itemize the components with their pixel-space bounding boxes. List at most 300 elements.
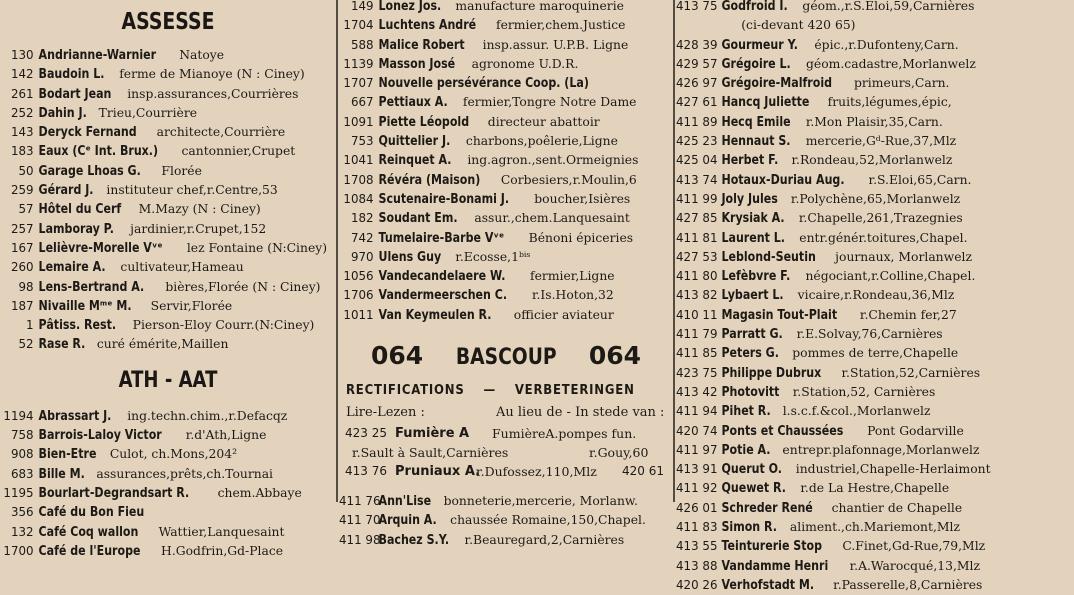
subscriber-name: Tumelaire-Barbe Vᵛᵉ — [378, 230, 505, 246]
correction-row — [339, 443, 673, 462]
subscriber-name: Abrassart J. — [38, 408, 112, 424]
phone-number: 420 26 — [676, 577, 718, 592]
list-item — [676, 228, 1013, 247]
list-item — [676, 401, 1013, 420]
subscriber-details: Wattier,Lanquesaint — [158, 523, 285, 539]
subscriber-details: M.Mazy (N : Ciney) — [138, 201, 261, 217]
subscriber-name: Dahin J. — [38, 105, 87, 121]
subscriber-name: Scutenaire-Bonami J. — [378, 191, 510, 207]
phone-number: 413 82 — [676, 288, 718, 303]
list-item — [676, 92, 1013, 111]
phone-number: 52 — [18, 337, 34, 352]
subscriber-name: Lelièvre-Morelle Vᵛᵉ — [38, 240, 163, 256]
subscriber-details: r.Beauregard,2,Carnières — [464, 531, 625, 547]
subscriber-name: Ulens Guy — [378, 249, 442, 265]
subscriber-details: mercerie,Gᵈ-Rue,37,Mlz — [805, 133, 957, 149]
phone-number: 411 79 — [676, 327, 718, 342]
subscriber-details: r.A.Warocqué,13,Mlz — [849, 557, 981, 573]
subscriber-name: Magasin Tout-Plait — [721, 307, 838, 323]
list-item — [676, 478, 1013, 497]
subscriber-details: H.Godfrin,Gd-Place — [161, 542, 284, 558]
phone-number: 1091 — [343, 114, 374, 129]
subscriber-name: Bodart Jean — [38, 86, 112, 102]
list-item — [0, 45, 332, 64]
phone-number: 427 53 — [676, 249, 718, 264]
subscriber-name: Nivaille Mᵐᵉ M. — [38, 298, 132, 314]
subscriber-details: r.Rondeau,52,Morlanwelz — [791, 152, 953, 168]
phone-number: 143 — [10, 125, 34, 140]
subscriber-details: r.S.Eloi,65,Carn. — [868, 171, 972, 187]
list-item — [0, 161, 332, 180]
phone-number: 413 74 — [676, 172, 718, 187]
list-item — [676, 459, 1013, 478]
list-item — [339, 150, 669, 169]
assesse-list — [0, 45, 336, 354]
phone-number: 1194 — [3, 408, 34, 423]
list-item — [0, 257, 332, 276]
phone-number: 1011 — [343, 307, 374, 322]
phone-number: 413 88 — [676, 558, 718, 573]
subscriber-details: fruits,légumes,épic, — [827, 94, 952, 110]
subscriber-name: Deryck Fernand — [38, 125, 137, 141]
phone-number: 758 — [10, 428, 34, 443]
phone-number: 413 75 — [676, 0, 718, 13]
subscriber-details: charbons,poêlerie,Ligne — [465, 133, 618, 149]
list-item — [0, 103, 332, 122]
subscriber-name: Hotaux-Duriau Aug. — [721, 172, 845, 188]
phone-number: 411 94 — [676, 404, 718, 419]
phone-number: 427 61 — [676, 95, 718, 110]
subscriber-name: Ann'Lise — [378, 494, 432, 510]
list-item — [0, 522, 332, 541]
list-item — [0, 464, 332, 483]
ath-list-continued — [339, 0, 673, 324]
subscriber-name: Andrianne-Warnier — [38, 48, 157, 63]
list-item — [0, 84, 332, 103]
phone-number: 1139 — [343, 56, 374, 71]
subscriber-name: Eaux (Cᵉ Int. Brux.) — [38, 144, 159, 160]
phone-number: 420 74 — [676, 423, 718, 438]
rectifications-heading — [339, 380, 673, 402]
phone-number: 1706 — [343, 288, 374, 303]
subscriber-name: Reinquet A. — [378, 153, 452, 169]
phone-number: 149 — [350, 0, 374, 13]
list-item — [339, 228, 669, 247]
list-item — [0, 502, 332, 521]
phone-number: 1056 — [343, 269, 374, 284]
list-item — [0, 219, 332, 238]
list-item — [676, 170, 1013, 189]
subscriber-name: Café Coq wallon — [38, 524, 139, 540]
phone-number: 413 76 — [345, 464, 387, 479]
subscriber-name: Lemaire A. — [38, 260, 106, 276]
subscriber-name: Vandecandelaere W. — [378, 269, 506, 285]
list-item — [339, 491, 669, 510]
list-item — [339, 73, 669, 92]
subscriber-name: Pihet R. — [721, 404, 771, 420]
subscriber-details: pommes de terre,Chapelle — [792, 345, 959, 361]
subscriber-name: Parratt G. — [721, 327, 783, 343]
correction-row — [339, 462, 673, 481]
list-item — [0, 180, 332, 199]
list-item — [676, 35, 1013, 54]
subscriber-name: Herbet F. — [721, 153, 779, 169]
subscriber-details: journaux, Morlanwelz — [835, 248, 972, 264]
subscriber-details: r.Ecosse,1ᵇⁱˢ — [455, 248, 531, 264]
phone-number: 142 — [10, 67, 34, 82]
subscriber-name: Leblond-Seutin — [721, 249, 816, 265]
list-item — [676, 536, 1013, 555]
subscriber-details: ing.agron.,sent.Ormeignies — [467, 152, 639, 168]
list-item — [676, 556, 1013, 575]
phone-number: 411 98 — [339, 532, 381, 547]
subscriber-name: Van Keymeulen R. — [378, 307, 492, 323]
subscriber-details: épic.,r.Dufonteny,Carn. — [814, 36, 959, 52]
rectifications-label: RECTIFICATIONS — [346, 383, 465, 399]
list-item — [676, 517, 1013, 536]
subscriber-details: cantonnier,Crupet — [181, 143, 296, 159]
subscriber-name: Vandermeerschen C. — [378, 288, 508, 304]
phone-number: 1700 — [3, 543, 34, 558]
list-item — [676, 363, 1013, 382]
subscriber-details: vicaire,r.Rondeau,36,Mlz — [797, 287, 955, 303]
list-item — [676, 15, 1074, 34]
subscriber-name: Grégoire-Malfroid — [721, 76, 833, 92]
subscriber-name: Bille M. — [38, 466, 85, 482]
subscriber-name: Pettiaux A. — [378, 95, 448, 111]
subscriber-name: Lefèbvre F. — [721, 269, 791, 285]
subscriber-details: r.Dufossez,110,Mlz — [476, 464, 597, 480]
subscriber-details: assur.,chem.Lanquesaint — [474, 210, 630, 226]
subscriber-details: Corbesiers,r.Moulin,6 — [500, 171, 637, 187]
list-item — [0, 315, 332, 334]
subscriber-name: Lamboray P. — [38, 221, 114, 237]
subscriber-name: Hancq Juliette — [721, 95, 810, 111]
subscriber-details: r.d'Ath,Ligne — [185, 427, 267, 443]
list-item — [676, 131, 1013, 150]
phone-number: 411 80 — [676, 269, 718, 284]
list-item — [0, 141, 332, 160]
ath-list — [0, 406, 336, 560]
list-item — [0, 277, 332, 296]
phone-number: 1041 — [343, 153, 374, 168]
list-item — [676, 112, 1013, 131]
list-item — [676, 305, 1013, 324]
subscriber-details: Natoye — [179, 47, 225, 62]
phone-number: 411 92 — [676, 481, 718, 496]
subscriber-details: Trieu,Courrière — [98, 104, 198, 120]
subscriber-details: boucher,Isières — [534, 190, 631, 206]
column-2 — [339, 0, 673, 548]
phone-number: 429 57 — [676, 56, 718, 71]
list-item — [339, 54, 669, 73]
phone-number: 1084 — [343, 191, 374, 206]
subscriber-details: chaussée Romaine,150,Chapel. — [450, 512, 646, 528]
subscriber-details: lez Fontaine (N:Ciney) — [186, 239, 328, 255]
subscriber-details: bières,Florée (N : Ciney) — [165, 278, 321, 294]
list-item — [339, 208, 669, 227]
list-item — [339, 92, 669, 111]
subscriber-details: Pierson-Eloy Courr.(N:Ciney) — [132, 317, 315, 333]
phone-number: 427 85 — [676, 211, 718, 226]
list-item — [676, 150, 1013, 169]
subscriber-details: cultivateur,Hameau — [120, 259, 244, 275]
subscriber-details: entr.génér.toitures,Chapel. — [799, 229, 968, 245]
list-item — [676, 498, 1013, 517]
subscriber-details: r.Station,52, Carnières — [792, 383, 936, 399]
list-item — [0, 425, 332, 444]
list-item — [676, 247, 1013, 266]
list-item — [0, 541, 332, 560]
list-item — [676, 440, 1013, 459]
phone-number: 1195 — [3, 485, 34, 500]
phone-number: 588 — [350, 37, 374, 52]
subscriber-details: r.Sault à Sault,Carnières — [352, 445, 509, 461]
subscriber-details: insp.assurances,Courrières — [127, 85, 299, 101]
phone-number: 1707 — [343, 76, 374, 91]
list-item — [339, 35, 669, 54]
phone-number: 411 85 — [676, 346, 718, 361]
column-1 — [0, 0, 336, 559]
list-item — [676, 421, 1013, 440]
subscriber-details: Florée — [161, 162, 202, 178]
subscriber-name: Pâtiss. Rest. — [38, 318, 117, 334]
subscriber-name: Barrois-Laloy Victor — [38, 428, 162, 444]
subscriber-details: manufacture maroquinerie — [455, 0, 624, 13]
subscriber-details: curé émérite,Maillen — [96, 336, 229, 352]
subscriber-details: entrepr.plafonnage,Morlanwelz — [782, 441, 980, 457]
phone-number: 423 25 — [345, 426, 387, 441]
subscriber-name: Hôtel du Cerf — [38, 202, 122, 218]
list-item — [0, 199, 332, 218]
list-item — [0, 334, 332, 353]
subscriber-details: fermier,Ligne — [530, 268, 615, 284]
phone-number: 260 — [10, 260, 34, 275]
subscriber-details: agronome U.D.R. — [471, 55, 579, 71]
phone-number: 1 — [26, 318, 34, 333]
subscriber-details: FumièreA.pompes fun. — [492, 426, 637, 442]
phone-number: 908 — [10, 447, 34, 462]
subscriber-name: Quewet R. — [721, 481, 786, 497]
subscriber-name: Garage Lhoas G. — [38, 163, 141, 179]
phone-number: 182 — [350, 211, 374, 226]
phone-number: 423 75 — [676, 365, 718, 380]
subscriber-details: ferme de Mianoye (N : Ciney) — [119, 66, 305, 82]
subscriber-details: fermier,chem.Justice — [495, 17, 626, 33]
list-item — [339, 530, 669, 549]
subscriber-name: Bourlart-Degrandsart R. — [38, 485, 190, 501]
subscriber-name: Hecq Emile — [721, 114, 791, 130]
old-phone-number: 420 61 — [622, 464, 664, 479]
phone-number: 428 39 — [676, 37, 718, 52]
subscriber-details: directeur abattoir — [487, 113, 600, 129]
subscriber-name: Bachez S.Y. — [378, 532, 450, 548]
phone-number: 426 01 — [676, 500, 718, 515]
subscriber-details: bonneterie,mercerie, Morlanw. — [443, 493, 638, 509]
subscriber-name: Luchtens André — [378, 18, 477, 34]
column-3 — [676, 0, 1017, 593]
list-item — [676, 0, 1013, 15]
subscriber-details: primeurs,Carn. — [853, 75, 950, 91]
subscriber-name: Simon R. — [721, 520, 777, 536]
subscriber-details: r.Is.Hoton,32 — [531, 287, 614, 303]
subscriber-name: Godfroid I. — [721, 0, 788, 14]
list-item — [0, 122, 332, 141]
phone-number: 425 04 — [676, 153, 718, 168]
list-item — [676, 208, 1013, 227]
bascoup-heading — [339, 332, 673, 380]
subscriber-details: architecte,Courrière — [156, 124, 286, 140]
subscriber-details: ing.techn.chim.,r.Defacqz — [127, 407, 288, 423]
list-item — [0, 296, 332, 315]
subscriber-details: insp.assur. U.P.B. Ligne — [482, 36, 629, 52]
phone-number: 411 70 — [339, 513, 381, 528]
subscriber-details: Pont Godarville — [867, 422, 964, 438]
subscriber-name: Fumière A — [395, 426, 470, 442]
subscriber-name: Teinturerie Stop — [721, 539, 823, 555]
subscriber-details: assurances,prêts,ch.Tournai — [96, 465, 274, 481]
column-divider-2 — [673, 0, 675, 502]
subscriber-details: géom.cadastre,Morlanwelz — [805, 55, 976, 71]
list-item — [676, 575, 1013, 594]
subscriber-name: Joly Jules — [721, 191, 778, 207]
subscriber-name: Baudoin L. — [38, 67, 105, 83]
bascoup-list — [339, 491, 673, 549]
section-title-ath: ATH - AAT — [118, 367, 218, 393]
list-item — [339, 305, 669, 324]
phone-number: 259 — [10, 183, 34, 198]
subscriber-name: Lens-Bertrand A. — [38, 279, 145, 295]
subscriber-details: r.Polychène,65,Morlanwelz — [790, 190, 961, 206]
rectifications-dash: — — [483, 383, 496, 399]
subscriber-details: jardinier,r.Crupet,152 — [130, 220, 267, 236]
phone-number: 425 23 — [676, 134, 718, 149]
subscriber-name: Schreder René — [721, 500, 813, 516]
list-item — [0, 238, 332, 257]
list-item — [0, 444, 332, 463]
subscriber-name: Vandamme Henri — [721, 558, 829, 574]
phone-number: 411 81 — [676, 230, 718, 245]
phone-number: 411 76 — [339, 494, 381, 509]
phone-number: 411 89 — [676, 114, 718, 129]
subscriber-name: Masson José — [378, 56, 456, 72]
list-item — [339, 112, 669, 131]
list-item — [676, 73, 1013, 92]
subscriber-details: l.s.c.f.&col.,Morlanwelz — [782, 403, 931, 419]
list-item — [339, 266, 669, 285]
subscriber-name: Grégoire L. — [721, 56, 791, 72]
phone-number: 413 42 — [676, 384, 718, 399]
phone-number: 183 — [10, 144, 34, 159]
phone-number: 413 55 — [676, 539, 718, 554]
subscriber-name: Soudant Em. — [378, 211, 458, 227]
lire-lezen-line — [339, 402, 673, 424]
list-item — [676, 189, 1013, 208]
list-item — [0, 406, 332, 425]
phone-number: 167 — [10, 240, 34, 255]
phone-number: 413 91 — [676, 462, 718, 477]
subscriber-details: C.Finet,Gd-Rue,79,Mlz — [842, 538, 986, 554]
subscriber-name: Gourmeur Y. — [721, 37, 798, 53]
phone-number: 1704 — [343, 18, 374, 33]
phone-number: 411 83 — [676, 520, 718, 535]
list-item — [0, 64, 332, 83]
subscriber-details: Bénoni épiceries — [528, 229, 634, 245]
list-item — [0, 483, 332, 502]
list-item — [676, 324, 1013, 343]
phone-number: 252 — [10, 105, 34, 120]
phone-number: 132 — [10, 524, 34, 539]
subscriber-details: officier aviateur — [513, 306, 614, 322]
list-item — [339, 131, 669, 150]
phone-number: 187 — [10, 298, 34, 313]
list-item — [339, 285, 669, 304]
list-item — [339, 170, 669, 189]
subscriber-details: instituteur chef,r.Centre,53 — [106, 182, 278, 198]
subscriber-name: Hennaut S. — [721, 134, 791, 150]
list-item — [676, 382, 1013, 401]
subscriber-name: Gérard J. — [38, 183, 94, 199]
subscriber-name: Arquin A. — [378, 513, 437, 529]
phone-number: 667 — [350, 95, 374, 110]
subscriber-details: industriel,Chapelle-Herlaimont — [795, 461, 991, 477]
list-item — [339, 247, 669, 266]
bascoup-list-continued — [676, 0, 1017, 594]
subscriber-details: chantier de Chapelle — [831, 499, 963, 515]
subscriber-details: chem.Abbaye — [217, 484, 302, 500]
subscriber-name: Pruniaux A. — [395, 464, 481, 480]
correction-row — [339, 424, 673, 443]
subscriber-details: fermier,Tongre Notre Dame — [462, 94, 637, 110]
subscriber-name: Café du Bon Fieu — [38, 505, 145, 521]
lire-lezen-label: Lire-Lezen : — [346, 405, 425, 421]
subscriber-name: Verhofstadt M. — [721, 577, 815, 593]
subscriber-details: (ci-devant 420 65) — [741, 17, 856, 33]
phone-number: 411 99 — [676, 191, 718, 206]
subscriber-name: Querut O. — [721, 462, 782, 478]
subscriber-details: Culot, ch.Mons,204² — [109, 446, 238, 462]
phone-number: 410 11 — [676, 307, 718, 322]
subscriber-details: r.Mon Plaisir,35,Carn. — [805, 113, 943, 129]
phone-number: 970 — [350, 249, 374, 264]
bascoup-name: BASCOUP — [455, 345, 557, 371]
phone-number: 50 — [18, 163, 34, 178]
phone-number: 753 — [350, 134, 374, 149]
corrections-list — [339, 424, 673, 481]
phone-number: 261 — [10, 86, 34, 101]
phone-number: 1708 — [343, 172, 374, 187]
phone-number: 57 — [18, 202, 34, 217]
bascoup-number-right: 064 — [588, 341, 641, 371]
subscriber-details: r.Chapelle,261,Trazegnies — [798, 210, 963, 226]
subscriber-details: r.Passerelle,8,Carnières — [833, 576, 983, 592]
subscriber-name: Krysiak A. — [721, 211, 785, 227]
subscriber-details: négociant,r.Colline,Chapel. — [805, 268, 976, 284]
verbeteringen-label: VERBETERINGEN — [514, 383, 635, 399]
list-item — [339, 510, 669, 529]
list-item — [676, 285, 1013, 304]
subscriber-name: Malice Robert — [378, 37, 465, 53]
subscriber-name: Peters G. — [721, 346, 779, 362]
bascoup-number-left: 064 — [370, 341, 424, 371]
subscriber-name: Laurent L. — [721, 230, 785, 246]
subscriber-name: Piette Léopold — [378, 114, 470, 130]
subscriber-details: r.Chemin fer,27 — [859, 306, 957, 322]
list-item — [676, 343, 1013, 362]
subscriber-details: r.E.Solvay,76,Carnières — [796, 326, 943, 342]
phone-number: 411 97 — [676, 442, 718, 457]
subscriber-details: r.de La Hestre,Chapelle — [800, 480, 950, 496]
